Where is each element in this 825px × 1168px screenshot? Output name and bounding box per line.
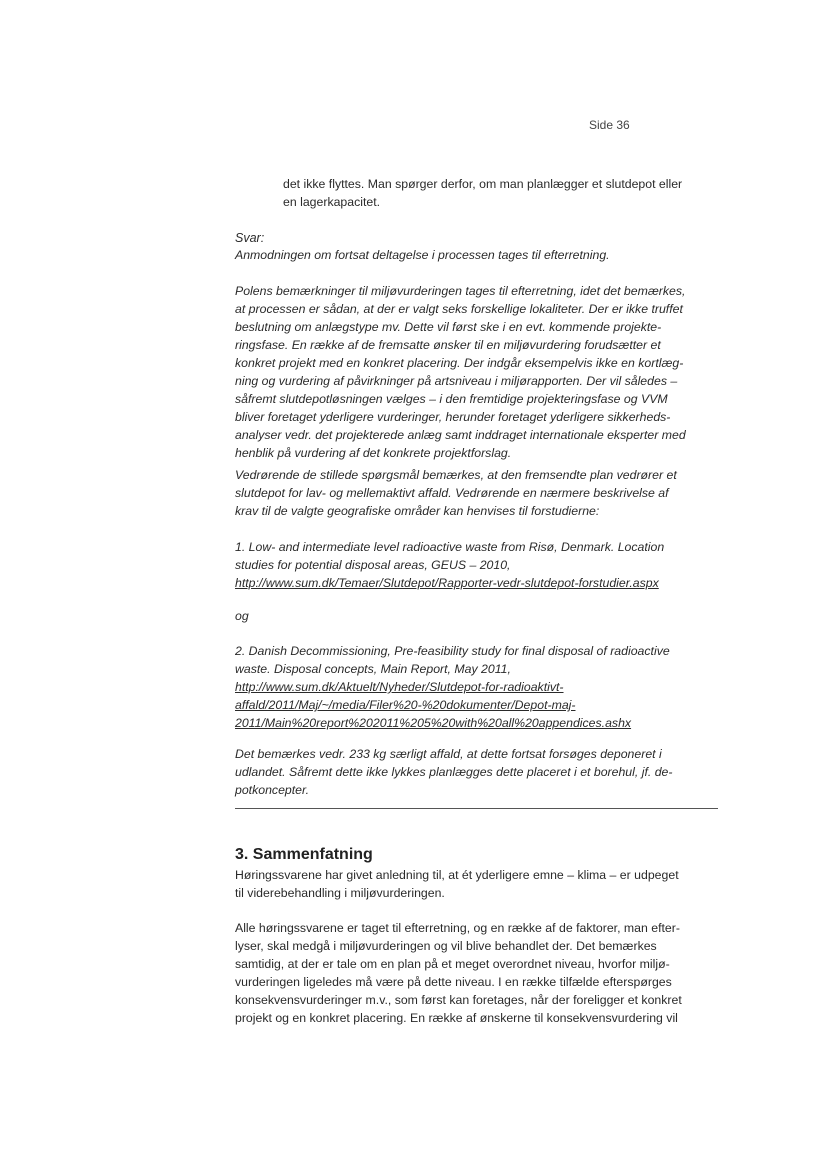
summary-paragraph-2 <box>235 919 725 1027</box>
text-line: 2. Danish Decommissioning, Pre-feasibility study for final disposal of radioactive <box>235 644 670 658</box>
text-line: bliver foretaget yderligere vurderinger, herunder foretaget yderligere sikkerheds- <box>235 410 671 424</box>
reference-2-link[interactable]: 2011/Main%20report%202011%205%20with%20all%20appendices.ashx <box>235 716 632 730</box>
text-line: Anmodningen om fortsat deltagelse i processen tages til efterretning. <box>235 248 610 262</box>
text-line: Det bemærkes vedr. 233 kg særligt affald, at dette fortsat forsøges deponeret i <box>235 747 662 761</box>
text-line: krav til de valgte geografiske områder kan henvises til forstudierne: <box>235 504 600 518</box>
reference-2-link[interactable]: http://www.sum.dk/Aktuelt/Nyheder/Slutdepot-for-radioaktivt- <box>235 680 564 694</box>
text-line: konkret projekt med en konkret placering. Der indgår eksempelvis ikke en kortlæg- <box>235 356 684 370</box>
text-line: Vedrørende de stillede spørgsmål bemærkes, at den fremsendte plan vedrører et <box>235 468 677 482</box>
text-line: beslutning om anlægstype mv. Dette vil først ske i en evt. kommende projekte- <box>235 320 662 334</box>
text-line: konsekvensvurderinger m.v., som først kan foretages, når der foreligger et konkret <box>235 993 682 1007</box>
text-line: Alle høringssvarene er taget til efterretning, og en række af de faktorer, man efter- <box>235 921 680 935</box>
reference-2-link[interactable]: affald/2011/Maj/~/media/Filer%20-%20dokumenter/Depot-maj- <box>235 698 576 712</box>
text-line: samtidig, at der er tale om en plan på et meget overordnet niveau, hvorfor miljø- <box>235 957 670 971</box>
intro-paragraph <box>283 175 723 211</box>
text-line: vurderingen ligeledes må være på dette niveau. I en række tilfælde efterspørges <box>235 975 672 989</box>
answer-paragraph-4 <box>235 745 725 799</box>
section-divider <box>235 808 718 809</box>
text-line: ringsfase. En række af de fremsatte ønsker til en miljøvurdering forudsætter et <box>235 338 661 352</box>
text-line: ning og vurdering af påvirkninger på artsniveau i miljørapporten. Der vil således – <box>235 374 678 388</box>
text-line: Polens bemærkninger til miljøvurderingen tages til efterretning, idet det bemærkes, <box>235 284 686 298</box>
text-line: det ikke flyttes. Man spørger derfor, om man planlægger et slutdepot eller <box>283 177 683 191</box>
section-heading: 3. Sammenfatning <box>235 846 373 863</box>
text-line: henblik på vurdering af det konkrete projektforslag. <box>235 446 512 460</box>
summary-paragraph-1 <box>235 866 725 902</box>
reference-2 <box>235 642 725 732</box>
answer-paragraph-2 <box>235 282 725 462</box>
text-line: Høringssvarene har givet anledning til, at ét yderligere emne – klima – er udpeget <box>235 868 679 882</box>
text-line: potkoncepter. <box>235 783 310 797</box>
reference-1-link[interactable]: http://www.sum.dk/Temaer/Slutdepot/Rapporter-vedr-slutdepot-forstudier.aspx <box>235 576 659 590</box>
answer-label: Svar: <box>235 231 265 245</box>
text-line: såfremt slutdepotløsningen vælges – i den fremtidige projekteringsfase og VVM <box>235 392 668 406</box>
text-line: lyser, skal medgå i miljøvurderingen og vil blive behandlet der. Det bemærkes <box>235 939 657 953</box>
text-line: til viderebehandling i miljøvurderingen. <box>235 886 445 900</box>
conjunction-og: og <box>235 609 249 623</box>
text-line: analyser vedr. det projekterede anlæg samt inddraget internationale eksperter med <box>235 428 686 442</box>
page-number: Side 36 <box>589 118 630 132</box>
answer-paragraph-1 <box>235 246 725 264</box>
text-line: projekt og en konkret placering. En række af ønskerne til konsekvensvurdering vil <box>235 1011 678 1025</box>
text-line: slutdepot for lav- og mellemaktivt affald. Vedrørende en nærmere beskrivelse af <box>235 486 669 500</box>
text-line: 1. Low- and intermediate level radioactive waste from Risø, Denmark. Location <box>235 540 665 554</box>
text-line: at processen er sådan, at der er valgt seks forskellige lokaliteter. Der er ikke truffet <box>235 302 683 316</box>
text-line: udlandet. Såfremt dette ikke lykkes planlægges dette placeret i et borehul, jf. de- <box>235 765 673 779</box>
text-line: waste. Disposal concepts, Main Report, May 2011, <box>235 662 511 676</box>
text-line: en lagerkapacitet. <box>283 195 381 209</box>
answer-paragraph-3 <box>235 466 725 520</box>
reference-1 <box>235 538 725 592</box>
text-line: studies for potential disposal areas, GEUS – 2010, <box>235 558 511 572</box>
